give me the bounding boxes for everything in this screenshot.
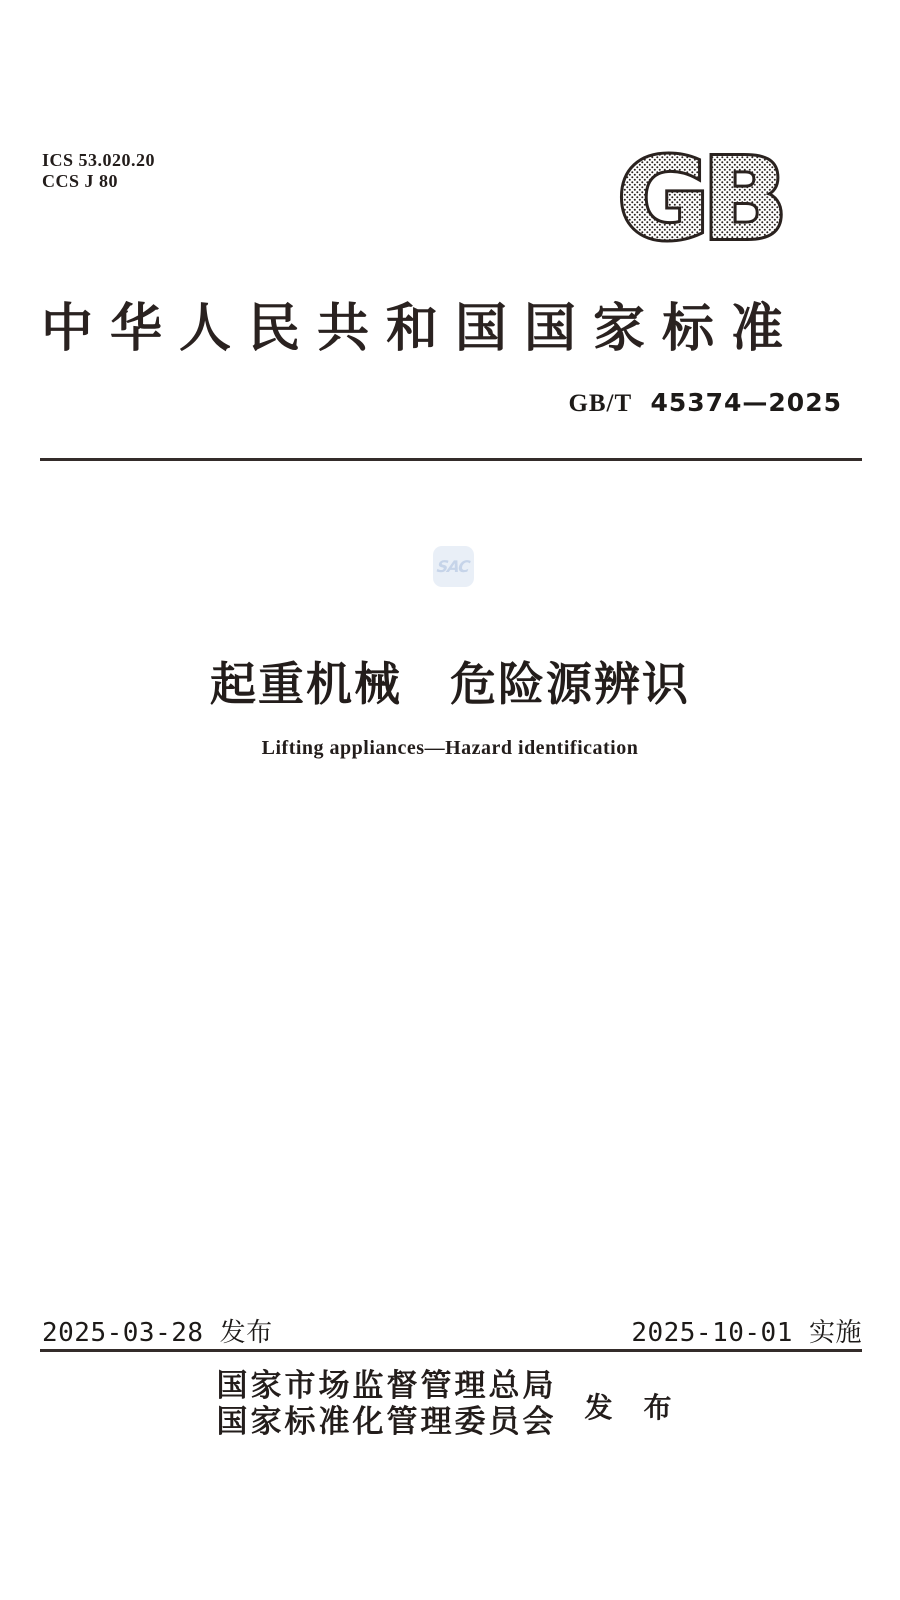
gb-logo-icon	[606, 146, 792, 248]
ccs-code: CCS J 80	[42, 171, 119, 191]
document-title-en: Lifting appliances—Hazard identification	[261, 737, 639, 759]
gb-logo-text: GB	[617, 146, 781, 248]
publish-label: 发 布	[584, 1393, 684, 1424]
document-title-cn: 起重机械 危险源辨识	[210, 658, 690, 710]
classification-codes	[42, 150, 155, 192]
sac-watermark-text: SAC	[436, 557, 471, 576]
national-standard-heading: 中华人民共和国国家标准	[41, 301, 801, 358]
standard-number-value: 45374—2025	[650, 388, 842, 417]
publisher-block	[0, 1368, 900, 1440]
ics-code: ICS 53.020.20	[42, 150, 156, 170]
implementation-date: 2025-10-01 实施	[631, 1318, 862, 1348]
publisher-name: 国家市场监督管理总局	[216, 1368, 557, 1403]
publisher-name: 国家标准化管理委员会	[216, 1404, 557, 1439]
bottom-divider	[40, 1349, 862, 1352]
publisher-names	[216, 1368, 556, 1440]
sac-watermark-icon	[433, 546, 474, 587]
issue-date: 2025-03-28 发布	[42, 1318, 273, 1348]
standard-number	[568, 388, 842, 418]
top-divider	[40, 458, 862, 461]
date-row	[42, 1312, 862, 1349]
standard-number-prefix: GB/T	[568, 390, 633, 417]
